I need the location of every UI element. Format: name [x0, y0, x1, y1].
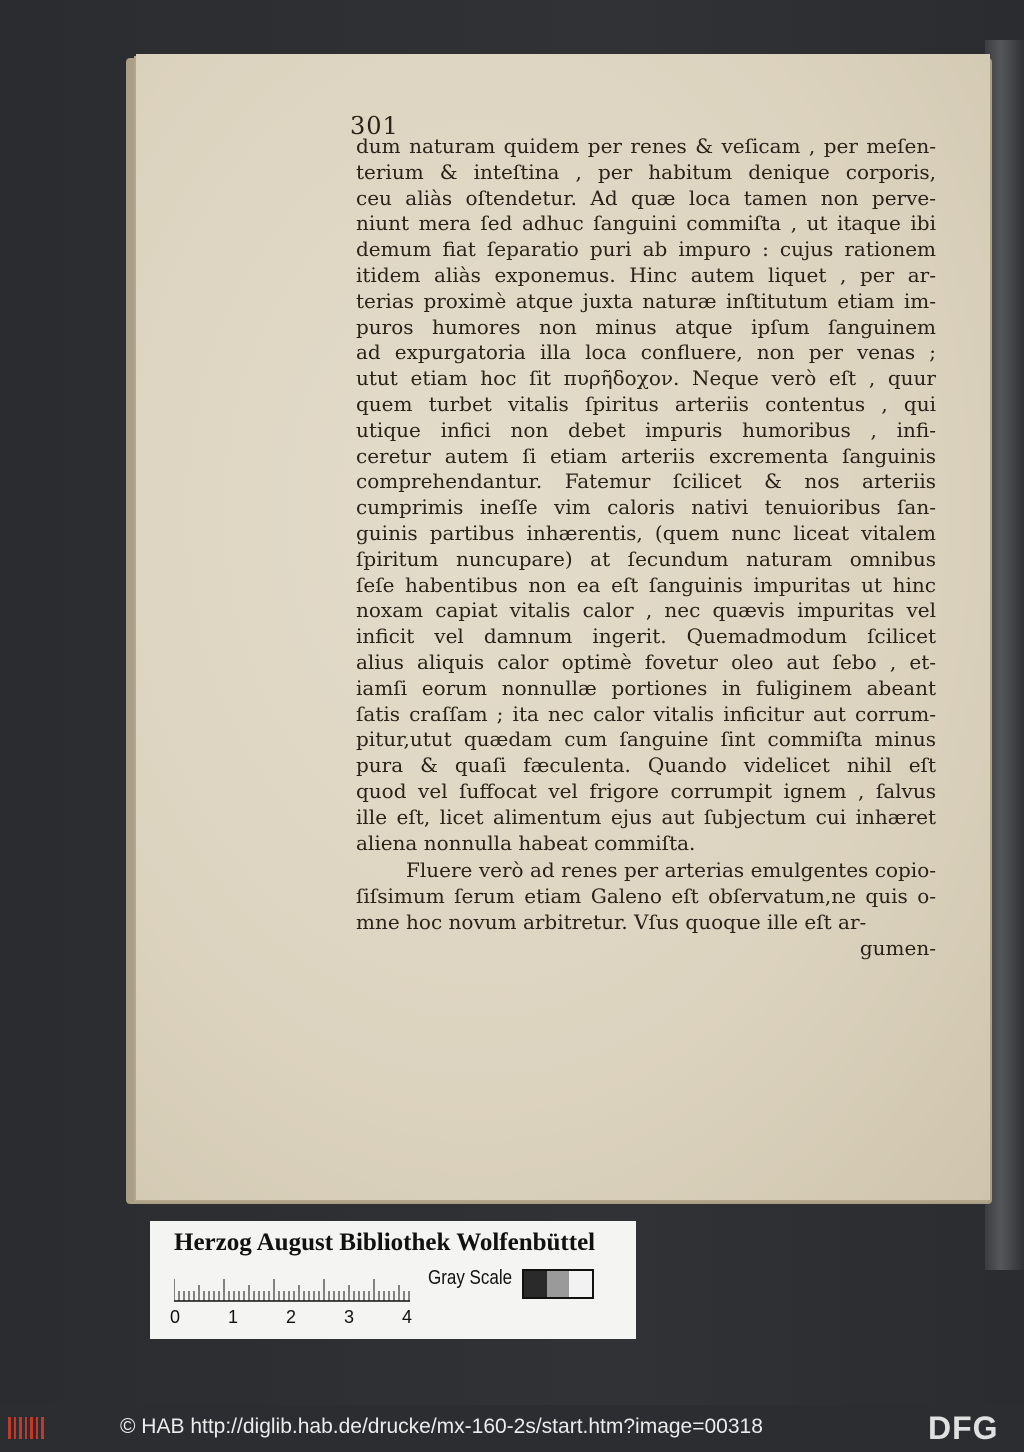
- text-line: utique infici non debet impuris humoribus , infi-: [356, 417, 936, 442]
- text-line: comprehendantur. Fatemur ſcilicet & nos arteriis: [356, 469, 936, 494]
- text-line: ille eſt, licet alimentum ejus aut ſubjectum cui inhæret: [356, 804, 936, 829]
- text-line: demum fiat ſeparatio puri ab impuro : cujus rationem: [356, 237, 936, 262]
- gray-scale-swatch: [522, 1269, 594, 1299]
- text-line: pitur,utut quædam cum ſanguine ſint commiſta minus: [356, 727, 936, 752]
- text-line: inficit vel damnum ingerit. Quemadmodum ſcilicet: [356, 624, 936, 649]
- page-text: [356, 134, 936, 962]
- text-line: quem turbet vitalis ſpiritus arteriis contentus , qui: [356, 391, 936, 416]
- text-line: pura & quaſi fæculenta. Quando videlicet nihil eſt: [356, 753, 936, 778]
- ruler-number-3: 3: [344, 1307, 355, 1327]
- text-line: cumprimis ineſſe vim caloris nativi tenuioribus ſan-: [356, 495, 936, 520]
- text-line: itidem aliàs exponemus. Hinc autem liquet , per ar-: [356, 262, 936, 287]
- gray-swatch-light: [569, 1271, 592, 1297]
- catchword: gumen-: [859, 935, 936, 960]
- gray-scale-label: Gray Scale: [428, 1267, 513, 1289]
- text-line: ceretur autem ſi etiam arteriis excrementa ſanguinis: [356, 443, 936, 468]
- text-line: niunt mera ſed adhuc ſanguini commiſta , ut itaque ibi: [356, 211, 936, 236]
- text-line: ſpiritum nuncupare) at ſecundum naturam omnibus: [356, 546, 936, 571]
- ruler-number-1: 1: [228, 1307, 239, 1327]
- text-line: Fluere verò ad renes per arterias emulgentes copio-: [406, 858, 936, 883]
- library-name: Herzog August Bibliothek Wolfenbüttel: [174, 1229, 596, 1256]
- dfg-logo: DFG: [928, 1410, 999, 1446]
- text-line: guinis partibus inhærentis, (quem nunc liceat vitalem: [356, 520, 936, 545]
- text-line: mne hoc novum arbitretur. Vſus quoque ille eſt ar-: [356, 909, 867, 934]
- text-line: dum naturam quidem per renes & veſicam , per meſen-: [356, 134, 936, 158]
- text-line: ad expurgatoria illa loca confluere, non per venas ;: [356, 340, 936, 365]
- ruler-number-2: 2: [286, 1307, 297, 1327]
- text-line: ſeſe habentibus non ea eſt ſanguinis impuritas ut hinc: [356, 572, 936, 597]
- gray-swatch-mid: [547, 1271, 570, 1297]
- text-line: noxam capiat vitalis calor , nec quævis impuritas vel: [356, 598, 936, 623]
- text-line: ſatis craſſam ; ita nec calor vitalis inficitur aut corrum-: [356, 701, 936, 726]
- text-line: ſiſsimum ſerum etiam Galeno eſt obſervatum,ne quis o-: [356, 884, 936, 909]
- text-line: terias proximè atque juxta naturæ inſtitutum etiam im-: [356, 288, 936, 313]
- ruler-number-4: 4: [402, 1307, 413, 1327]
- footer-bar: [0, 1405, 1024, 1452]
- text-line: quod vel ſuffocat vel frigore corrumpit ignem , ſalvus: [356, 778, 936, 803]
- gray-swatch-dark: [524, 1271, 547, 1297]
- page-number: 301: [350, 112, 399, 140]
- footer-link[interactable]: © HAB http://diglib.hab.de/drucke/mx-160-2s/start.htm?image=00318: [120, 1415, 763, 1438]
- text-line: puros humores non minus atque ipſum ſanguinem: [356, 314, 936, 339]
- library-color-card: [150, 1221, 636, 1339]
- text-line: utut etiam hoc ſit πυρῆδοχον. Neque verò eſt , quur: [356, 366, 936, 391]
- paragraph-1: [356, 134, 936, 856]
- ruler: [174, 1271, 414, 1311]
- paragraph-2: [356, 858, 936, 935]
- ruler-number-0: 0: [170, 1307, 181, 1327]
- text-line: aliena nonnulla habeat commiſta.: [356, 830, 696, 855]
- text-line: ceu aliàs oſtendetur. Ad quæ loca tamen non perve-: [356, 185, 936, 210]
- text-line: alius aliquis calor optimè fovetur oleo aut ſebo , et-: [356, 649, 936, 674]
- text-line: terium & inteſtina , per habitum denique corporis,: [356, 159, 936, 184]
- text-line: iamſi eorum nonnullæ portiones in fuliginem abeant: [356, 675, 936, 700]
- hab-barcode-icon: [6, 1413, 46, 1443]
